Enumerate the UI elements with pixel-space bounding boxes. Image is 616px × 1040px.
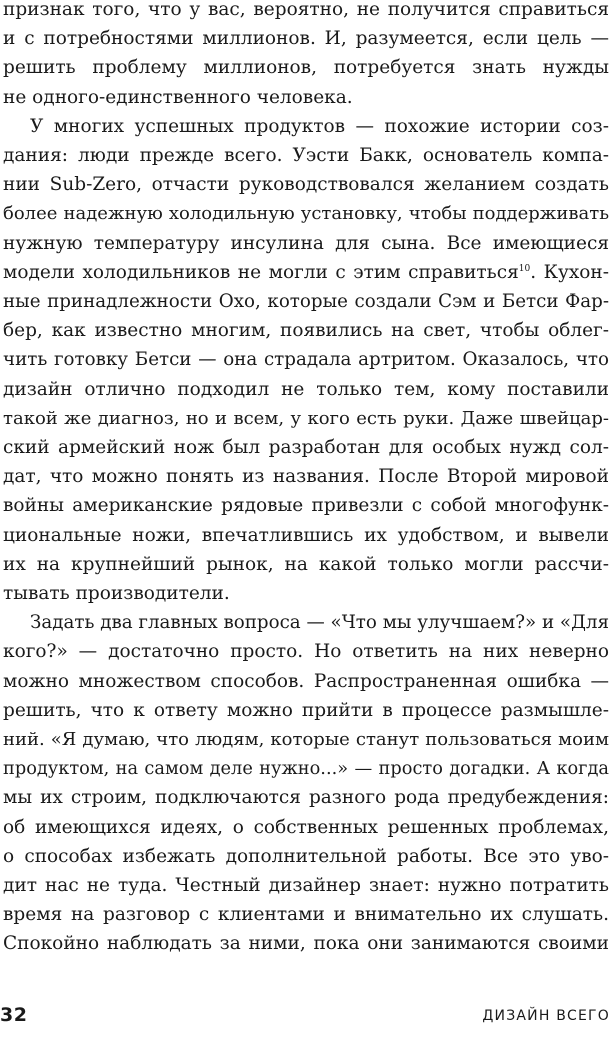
text-line-content: продуктом, на самом деле нужно...» — просто догадки. А когда bbox=[3, 759, 609, 780]
text-line bbox=[3, 899, 609, 931]
text-line bbox=[3, 403, 609, 435]
text-line bbox=[3, 461, 609, 493]
text-line bbox=[3, 315, 609, 347]
text-line-content: Спокойно наблюдать за ними, пока они занимаются своими bbox=[3, 933, 609, 955]
text-line bbox=[3, 636, 609, 668]
text-line bbox=[3, 724, 609, 756]
text-line-content: дат, что можно понять из названия. После Второй мировой bbox=[3, 466, 609, 488]
text-line-content: более надежную холодильную установку, чтобы поддерживать bbox=[3, 203, 609, 225]
text-line bbox=[3, 140, 609, 172]
text-line-content: ний. «Я думаю, что людям, которые станут пользоваться моим bbox=[3, 729, 609, 750]
text-line-content: дания: люди прежде всего. Уэсти Бакк, основатель компа- bbox=[3, 145, 609, 166]
text-line bbox=[3, 490, 609, 522]
text-line-content: чить готовку Бетси — она страдала артритом. Оказалось, что bbox=[3, 349, 609, 371]
text-line-content: их на крупнейший рынок, на какой только могли рассчи- bbox=[3, 553, 609, 575]
text-line-content: не одного-единственного человека. bbox=[3, 86, 353, 108]
text-line-content: решить проблему миллионов, потребуется знать нужды bbox=[3, 57, 609, 79]
text-line bbox=[3, 782, 609, 814]
text-line-content: нужную температуру инсулина для сына. Все имеющиеся bbox=[3, 232, 609, 254]
text-line-content: нии Sub-Zero, отчасти руководствовался желанием создать bbox=[3, 174, 609, 196]
text-line-content: и с потребностями миллионов. И, разумеется, если цель — bbox=[3, 28, 609, 50]
text-line-content: бер, как известно многим, появились на свет, чтобы облег- bbox=[3, 320, 609, 342]
text-line bbox=[30, 607, 609, 639]
text-line bbox=[3, 753, 609, 785]
page-number: 32 bbox=[0, 1004, 28, 1026]
text-line bbox=[3, 257, 609, 289]
text-line bbox=[3, 520, 609, 552]
footnote-marker: 10 bbox=[518, 263, 531, 274]
text-line bbox=[3, 578, 609, 610]
text-line-continuation: . Кухон- bbox=[530, 261, 609, 283]
text-line-content: о способах избежать дополнительной работы. Все это уво- bbox=[3, 845, 609, 867]
text-line-content: такой же диагноз, но и всем, у кого есть руки. Даже швейцар- bbox=[3, 407, 609, 429]
text-line-content: можно множеством способов. Распространенная ошибка — bbox=[3, 670, 609, 692]
text-line bbox=[3, 23, 609, 55]
text-line-content: циональные ножи, впечатлившись их удобством, и вывели bbox=[3, 524, 609, 546]
text-line bbox=[3, 198, 609, 230]
text-line bbox=[3, 82, 609, 114]
text-line bbox=[3, 432, 609, 464]
text-line-content: войны американские рядовые привезли с собой многофунк- bbox=[3, 495, 609, 517]
text-line bbox=[3, 666, 609, 698]
text-line-content: ные принадлежности Oxo, которые создали Сэм и Бетси Фар- bbox=[3, 291, 609, 312]
text-line-content: У многих успешных продуктов — похожие истории соз- bbox=[30, 115, 609, 137]
text-line bbox=[3, 344, 609, 376]
text-line-content: мы их строим, подключаются разного рода предубеждения: bbox=[3, 787, 609, 809]
text-line-content: об имеющихся идеях, о собственных решенных проблемах, bbox=[3, 816, 609, 838]
text-line-content: кого?» — достаточно просто. Но ответить на них неверно bbox=[3, 641, 609, 663]
text-line bbox=[3, 812, 609, 844]
text-line bbox=[3, 286, 609, 318]
text-line bbox=[3, 228, 609, 260]
text-line bbox=[3, 0, 609, 26]
text-line bbox=[30, 111, 609, 143]
text-line bbox=[3, 52, 609, 84]
text-line bbox=[3, 374, 609, 406]
text-line bbox=[3, 928, 609, 960]
text-line-content: время на разговор с клиентами и внимательно их слушать. bbox=[3, 904, 609, 926]
text-line-content: Задать два главных вопроса — «Что мы улучшаем?» и «Для bbox=[30, 612, 610, 634]
text-line-content: ский армейский нож был разработан для особых нужд сол- bbox=[3, 437, 609, 458]
text-line-content: модели холодильников не могли с этим справиться bbox=[3, 261, 519, 283]
text-line-content: тывать производители. bbox=[3, 583, 230, 604]
text-line-content: дизайн отлично подходил не только тем, кому поставили bbox=[3, 378, 609, 400]
text-line bbox=[3, 169, 609, 201]
text-line bbox=[3, 695, 609, 727]
running-title: ДИЗАЙН ВСЕГО bbox=[482, 1008, 610, 1024]
text-line bbox=[3, 549, 609, 581]
text-line-content: решить, что к ответу можно прийти в процессе размышле- bbox=[3, 699, 609, 721]
text-line-content: дит нас не туда. Честный дизайнер знает: нужно потратить bbox=[3, 875, 609, 896]
text-line-content: признак того, что у вас, вероятно, не получится справиться bbox=[3, 0, 609, 20]
text-line bbox=[3, 870, 609, 902]
text-line bbox=[3, 841, 609, 873]
